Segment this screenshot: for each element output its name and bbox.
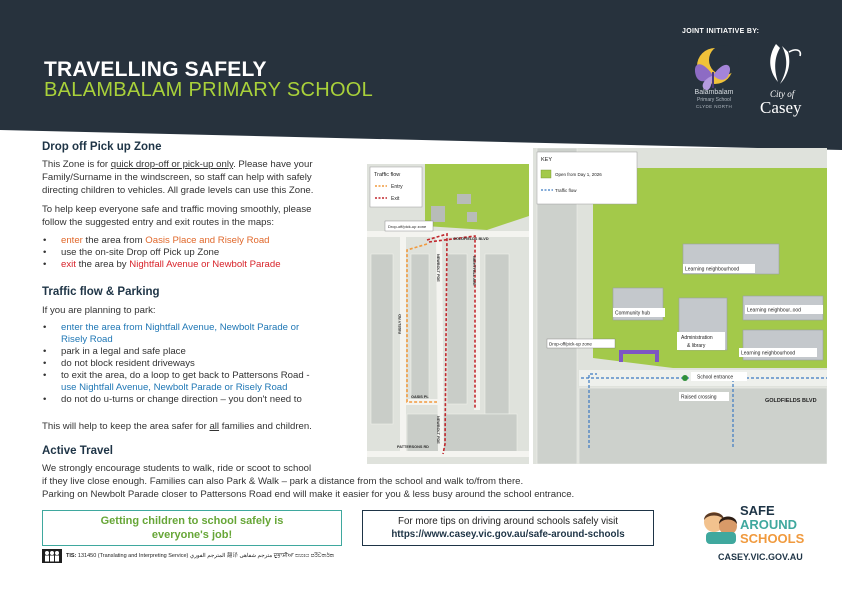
list-item [42,259,362,271]
legend-exit: Exit [391,196,400,202]
text-line: Family/Surname in the windscreen, so staff can help with safely [42,172,312,183]
label-library: & library [687,343,706,349]
page-title: TRAVELLING SAFELY [44,58,267,81]
key-flow-label: Traffic flow [555,188,577,193]
safe-around-schools-logo [700,500,812,546]
text-run: use Nightfall Avenue, Newbolt Parade or Risely Road [61,382,288,393]
text-run: Oasis Place and Risely Road [145,235,270,246]
school-site-map [533,148,827,464]
interpreter-service-line [66,551,334,560]
key-title: KEY [541,157,553,163]
traffic-heading: Traffic flow & Parking [42,286,160,298]
school-logo-location: CLYDE NORTH [695,104,733,109]
label-goldfields-blvd: GOLDFIELDS BLVD [765,398,817,404]
street-oasis: OASIS PL [411,395,429,399]
safety-message-line: Getting children to school safely is [100,515,284,527]
label-school-entrance: School entrance [697,374,734,381]
list-item: • do not block resident driveways [42,358,362,370]
text-line: To help keep everyone safe and traffic moving smoothly, please [42,204,312,215]
safe-logo-line-1: SAFE [740,503,775,518]
council-city-label: City of [770,89,795,99]
interpreter-icon-drawing [42,549,62,563]
text-run: Risely Road [61,334,113,345]
text-line: Parking on Newbolt Parade closer to Pattersons Road end will make it easier for you & less busy around the school entrance. [42,489,575,500]
label-dropoff-zone: Drop-off/pick-up zone [549,341,592,347]
traffic-closing [42,420,362,433]
text-run: the area from [82,235,146,246]
list-item [42,322,362,346]
list-item: • use the on-site Drop off Pick up Zone [42,247,362,259]
council-name: Casey [760,98,802,117]
text-run: This will help to keep the area safer for [42,421,210,432]
dropoff-paragraph-1 [42,158,362,197]
quick-dropoff-emphasis: quick drop-off or pick-up only [110,159,234,170]
joint-initiative-label: JOINT INITIATIVE BY: [682,28,760,35]
list-item [42,235,362,247]
legend-entry: Entry [391,184,403,190]
text-line: if they live close enough. Families can also Park & Walk – park a distance from the school and walk to/from there. [42,476,524,487]
label-learning-1: Learning neighbourhood [685,266,740,273]
more-tips-box [362,510,654,546]
street-nightfall: NIGHTFALL AVE [472,256,476,286]
traffic-bullet-list [42,322,362,406]
key-open-swatch [541,170,551,178]
traffic-flow-map [367,164,529,464]
dropoff-paragraph-2 [42,203,362,229]
dropoff-zone-label: Drop-off/pick-up zone [388,224,427,229]
text-run: This Zone is for [42,159,111,170]
street-pattersons: PATTERSONS RD [397,445,429,449]
traffic-intro: If you are planning to park: [42,305,156,316]
school-subtitle: BALAMBALAM PRIMARY SCHOOL [44,79,374,101]
street-newbolt: NEWBOLT PDE [436,254,440,282]
text-line: directing children to vehicles. All grade levels can use this Zone. [42,185,314,196]
text-run: TIS: [66,553,77,559]
legend-title: Traffic flow [374,172,401,178]
text-run: the area by [75,259,130,270]
street-newbolt-lower: NEWBOLT PDE [436,416,440,444]
dropoff-bullet-list [42,235,362,271]
text-run: all [209,421,220,432]
text-line: follow the suggested entry and exit routes in the maps: [42,217,274,228]
label-administration: Administration [681,335,713,341]
street-risely: RISELY RD [398,314,402,334]
safe-logo-line-2: AROUND [740,517,798,532]
label-learning-2: Learning neighbour..ood [747,307,801,314]
text-run: enter [61,235,83,246]
label-community-hub: Community hub [615,310,651,317]
text-run: . Please have your [233,159,313,170]
more-tips-text: For more tips on driving around schools safely visit [398,516,618,527]
entrance-marker-icon [682,375,688,381]
interpreter-icon [42,549,62,563]
traffic-flow-map-drawing [367,164,529,464]
school-logo-name: Balambalam [694,89,734,96]
safe-logo-line-3: SCHOOLS [740,531,805,546]
list-item [42,370,362,394]
label-learning-3: Learning neighbourhood [741,350,796,357]
list-item: • do not do u-turns or change direction – you don't need to [42,394,362,406]
text-run: enter [61,322,83,333]
active-travel-paragraph [42,462,682,501]
school-logo-subtitle: Primary School [697,97,731,103]
council-website[interactable]: CASEY.VIC.GOV.AU [718,552,803,562]
more-tips-link[interactable]: https://www.casey.vic.gov.au/safe-around-schools [391,529,625,540]
list-item: • park in a legal and safe place [42,346,362,358]
active-travel-heading: Active Travel [42,445,113,457]
text-run: exit [61,259,76,270]
text-line: We strongly encourage students to walk, ride or scoot to school [42,463,312,474]
dropoff-heading: Drop off Pick up Zone [42,141,162,153]
text-run: to exit the area, do a loop to get back to Pattersons Road - [61,370,310,381]
text-run: Nightfall Avenue or Newbolt Parade [129,259,281,270]
label-raised-crossing: Raised crossing [681,394,717,401]
text-run: 131450 (Translating and Interpreting Service) المترجم الفوري 翻译 مترجم شفاهی ਦੁਭਾਸ਼ੀਆ සහාය පරිවර්තක [76,553,335,559]
text-run: families and children. [219,421,312,432]
safety-message-line: everyone's job! [151,529,233,541]
school-site-map-drawing [533,148,827,464]
safety-message-box [42,510,342,546]
key-open-label: Open from Day 1, 2026 [555,172,602,177]
street-goldfields: GOLDFIELDS BLVD [453,237,489,241]
text-run: the area from Nightfall Avenue, Newbolt Parade or [82,322,300,333]
